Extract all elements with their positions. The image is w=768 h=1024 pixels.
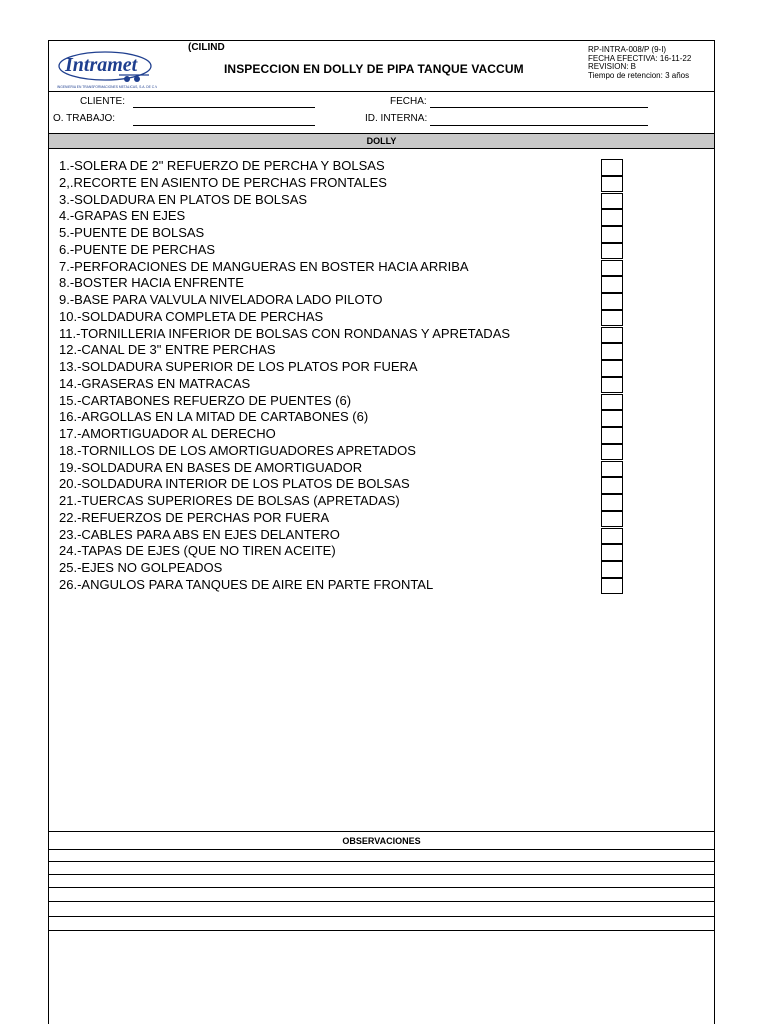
item-checkbox[interactable] bbox=[601, 159, 623, 176]
checklist-item bbox=[59, 192, 307, 209]
item-number: 6.- bbox=[59, 241, 75, 257]
item-text: TORNILLOS DE LOS AMORTIGUADORES APRETADOS bbox=[81, 442, 416, 458]
checklist-item bbox=[59, 359, 418, 376]
inspection-sheet bbox=[48, 40, 715, 1024]
item-number: 23.- bbox=[59, 526, 82, 542]
item-checkbox[interactable] bbox=[601, 293, 623, 310]
item-number: 15.- bbox=[59, 392, 82, 408]
item-number: 1.- bbox=[59, 158, 75, 173]
cliente-label: CLIENTE: bbox=[80, 96, 126, 107]
observaciones-line[interactable] bbox=[49, 901, 714, 902]
item-text: PERFORACIONES DE MANGUERAS EN BOSTER HACIA ARRIBA bbox=[74, 258, 469, 274]
item-checkbox[interactable] bbox=[601, 444, 623, 461]
checklist-item bbox=[59, 409, 368, 426]
document-code: RP-INTRA-008/P (9-I) bbox=[588, 45, 667, 54]
checklist-item bbox=[59, 426, 276, 443]
fecha-label: FECHA: bbox=[390, 96, 427, 107]
item-text: TUERCAS SUPERIORES DE BOLSAS (APRETADAS) bbox=[81, 493, 400, 508]
checklist-item bbox=[59, 527, 340, 544]
item-number: 19.- bbox=[59, 459, 82, 475]
item-number: 17.- bbox=[59, 426, 82, 441]
item-checkbox[interactable] bbox=[601, 544, 623, 561]
item-number: 8.- bbox=[59, 275, 75, 291]
item-number: 21.- bbox=[59, 493, 82, 508]
item-checkbox[interactable] bbox=[601, 410, 623, 427]
checklist-item bbox=[59, 443, 416, 460]
checklist-item bbox=[59, 208, 185, 225]
item-text: REFUERZOS DE PERCHAS POR FUERA bbox=[81, 509, 330, 525]
item-checkbox[interactable] bbox=[601, 260, 623, 277]
item-number: 20.- bbox=[59, 476, 82, 492]
item-number: 3.- bbox=[59, 191, 75, 207]
item-checkbox[interactable] bbox=[601, 176, 623, 193]
observaciones-line[interactable] bbox=[49, 916, 714, 917]
item-number: 11.- bbox=[59, 325, 81, 341]
item-checkbox[interactable] bbox=[601, 394, 623, 411]
item-text: SOLDADURA INTERIOR DE LOS PLATOS DE BOLSAS bbox=[81, 476, 410, 492]
observaciones-line[interactable] bbox=[49, 887, 714, 888]
item-text: ANGULOS PARA TANQUES DE AIRE EN PARTE FRONTAL bbox=[81, 576, 434, 592]
item-checkbox[interactable] bbox=[601, 343, 623, 360]
item-text: GRAPAS EN EJES bbox=[74, 208, 186, 224]
item-text: CABLES PARA ABS EN EJES DELANTERO bbox=[81, 526, 340, 542]
observaciones-header-line bbox=[49, 849, 714, 850]
item-text: PUENTE DE BOLSAS bbox=[74, 225, 205, 240]
item-number: 9.- bbox=[59, 292, 75, 307]
item-text: TORNILLERIA INFERIOR DE BOLSAS CON RONDANAS Y APRETADAS bbox=[80, 325, 511, 341]
revision: REVISION: B bbox=[588, 62, 637, 71]
section-dolly: DOLLY bbox=[49, 133, 714, 149]
item-checkbox[interactable] bbox=[601, 243, 623, 260]
checklist-item bbox=[59, 259, 469, 276]
item-number: 10.- bbox=[59, 308, 82, 324]
item-checkbox[interactable] bbox=[601, 360, 623, 377]
checklist-item bbox=[59, 560, 222, 577]
item-checkbox[interactable] bbox=[601, 327, 623, 344]
checklist-item bbox=[59, 510, 329, 527]
logo-tagline: INGENIERIA EN TRANSFORMACIONES METALICAS, S.A. DE C.V. bbox=[57, 85, 157, 89]
checklist-item bbox=[59, 158, 385, 175]
checklist-item bbox=[59, 292, 382, 309]
item-checkbox[interactable] bbox=[601, 461, 623, 478]
item-text: GRASERAS EN MATRACAS bbox=[81, 375, 251, 391]
observaciones-title: OBSERVACIONES bbox=[342, 836, 421, 846]
item-text: SOLERA DE 2" REFUERZO DE PERCHA Y BOLSAS bbox=[74, 158, 385, 173]
checklist-item bbox=[59, 460, 362, 477]
item-text: CARTABONES REFUERZO DE PUENTES (6) bbox=[81, 392, 352, 408]
document-title: INSPECCION EN DOLLY DE PIPA TANQUE VACCUM bbox=[224, 62, 524, 76]
checklist-item bbox=[59, 376, 250, 393]
item-text: PUENTE DE PERCHAS bbox=[74, 241, 216, 257]
item-checkbox[interactable] bbox=[601, 209, 623, 226]
item-checkbox[interactable] bbox=[601, 193, 623, 210]
trabajo-field[interactable] bbox=[133, 125, 315, 126]
item-checkbox[interactable] bbox=[601, 427, 623, 444]
checklist-item bbox=[59, 342, 276, 359]
item-number: 25.- bbox=[59, 560, 82, 575]
item-checkbox[interactable] bbox=[601, 561, 623, 578]
item-number: 26.- bbox=[59, 576, 82, 592]
checklist-item bbox=[59, 493, 400, 510]
item-checkbox[interactable] bbox=[601, 578, 623, 595]
observaciones-line[interactable] bbox=[49, 874, 714, 875]
item-text: CANAL DE 3" ENTRE PERCHAS bbox=[81, 342, 276, 358]
checklist-item bbox=[59, 309, 323, 326]
item-checkbox[interactable] bbox=[601, 528, 623, 545]
document-meta bbox=[588, 46, 691, 80]
item-checkbox[interactable] bbox=[601, 511, 623, 528]
checklist-item bbox=[59, 225, 204, 242]
checklist-item bbox=[59, 476, 410, 493]
item-number: 7.- bbox=[59, 258, 75, 274]
item-text: RECORTE EN ASIENTO DE PERCHAS FRONTALES bbox=[73, 174, 387, 190]
item-number: 4.- bbox=[59, 208, 75, 224]
item-number: 22.- bbox=[59, 509, 82, 525]
interna-label: ID. INTERNA: bbox=[365, 113, 428, 124]
intramet-logo bbox=[57, 44, 157, 90]
checklist-item bbox=[59, 577, 433, 594]
item-checkbox[interactable] bbox=[601, 494, 623, 511]
item-number: 14.- bbox=[59, 375, 82, 391]
retention-time: Tiempo de retencion: 3 años bbox=[588, 70, 690, 80]
item-checkbox[interactable] bbox=[601, 226, 623, 243]
checklist-item bbox=[59, 543, 336, 560]
item-text: SOLDADURA SUPERIOR DE LOS PLATOS POR FUERA bbox=[81, 359, 418, 374]
item-text: SOLDADURA COMPLETA DE PERCHAS bbox=[81, 308, 324, 324]
item-checkbox[interactable] bbox=[601, 477, 623, 494]
observaciones-line[interactable] bbox=[49, 930, 714, 931]
checklist-item bbox=[59, 175, 387, 192]
interna-field[interactable] bbox=[430, 125, 648, 126]
item-checkbox[interactable] bbox=[601, 276, 623, 293]
item-number: 12.- bbox=[59, 342, 82, 358]
item-text: BOSTER HACIA ENFRENTE bbox=[74, 275, 244, 291]
item-text: ARGOLLAS EN LA MITAD DE CARTABONES (6) bbox=[81, 409, 369, 425]
effective-date: FECHA EFECTIVA: 16-11-22 bbox=[588, 53, 692, 63]
item-text: TAPAS DE EJES (QUE NO TIREN ACEITE) bbox=[81, 543, 336, 559]
trabajo-label: O. TRABAJO: bbox=[53, 113, 116, 124]
item-number: 13.- bbox=[59, 359, 82, 374]
checklist-item bbox=[59, 326, 510, 343]
observaciones-top-line bbox=[49, 831, 714, 832]
checklist-item bbox=[59, 275, 244, 292]
item-checkbox[interactable] bbox=[601, 377, 623, 394]
logo-wordmark: Intramet bbox=[65, 54, 138, 76]
item-text: SOLDADURA EN BASES DE AMORTIGUADOR bbox=[81, 459, 363, 475]
item-text: EJES NO GOLPEADOS bbox=[81, 560, 223, 575]
cilind-text: (CILIND bbox=[188, 42, 225, 53]
item-text: AMORTIGUADOR AL DERECHO bbox=[81, 426, 276, 441]
item-text: BASE PARA VALVULA NIVELADORA LADO PILOTO bbox=[74, 292, 383, 307]
item-number: 18.- bbox=[59, 442, 82, 458]
item-number: 2,. bbox=[59, 174, 74, 190]
item-checkbox[interactable] bbox=[601, 310, 623, 327]
header-divider bbox=[49, 91, 714, 92]
item-number: 24.- bbox=[59, 543, 82, 559]
item-number: 16.- bbox=[59, 409, 82, 425]
item-number: 5.- bbox=[59, 225, 75, 240]
fecha-field[interactable] bbox=[430, 107, 648, 108]
observaciones-line[interactable] bbox=[49, 861, 714, 862]
cliente-field[interactable] bbox=[133, 107, 315, 108]
item-text: SOLDADURA EN PLATOS DE BOLSAS bbox=[74, 191, 308, 207]
checklist-item bbox=[59, 242, 215, 259]
checklist-item bbox=[59, 393, 351, 410]
